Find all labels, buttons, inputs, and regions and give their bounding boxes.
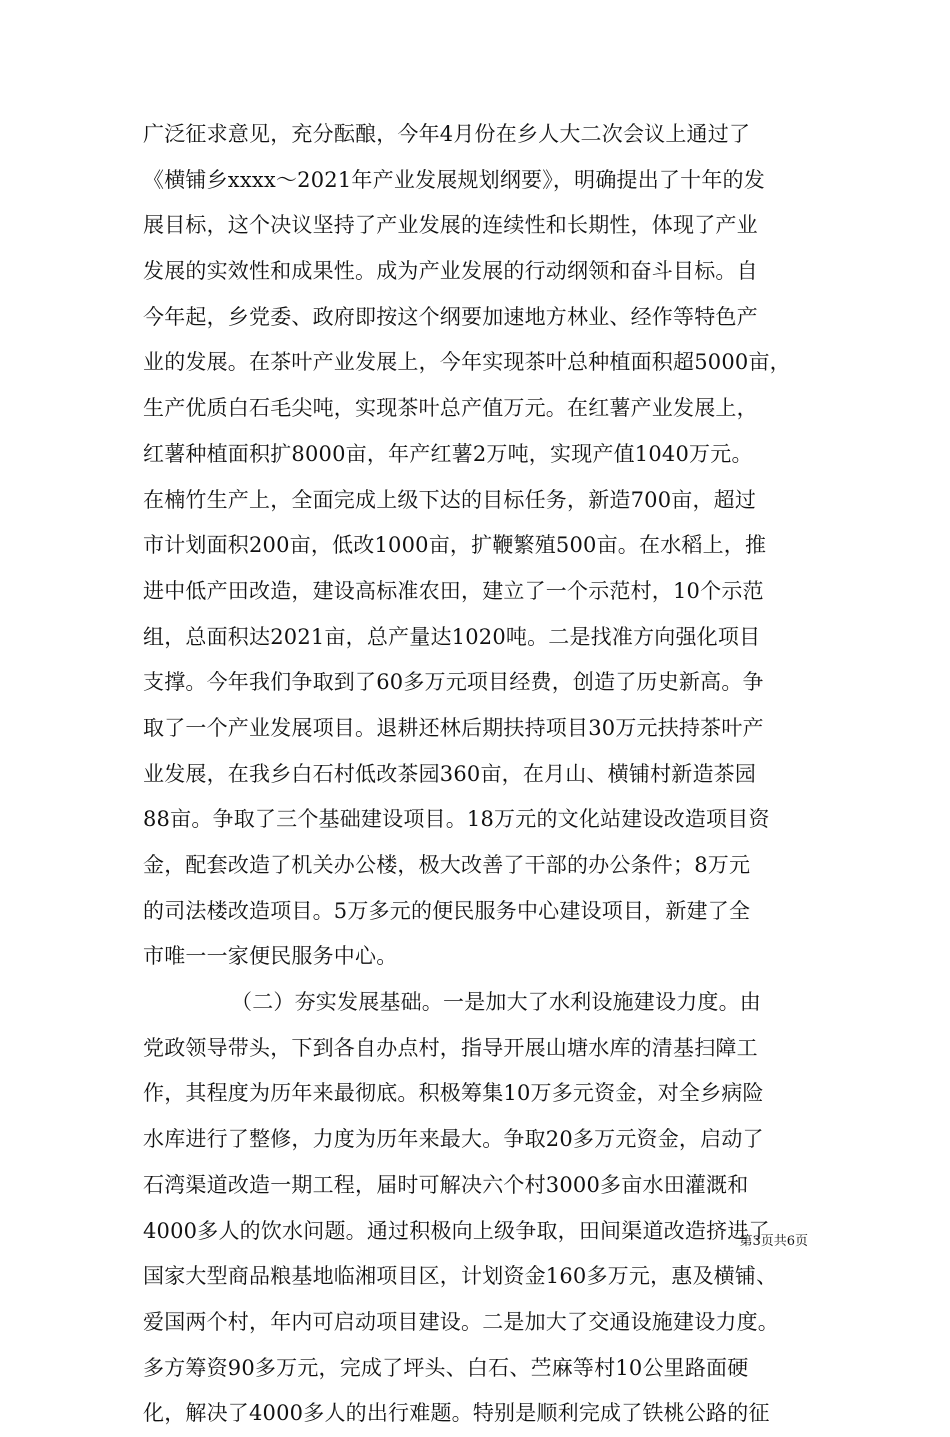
text-line: 化，解决了4000多人的出行难题。特别是顺利完成了铁桃公路的征: [143, 1401, 770, 1426]
text-line: 的司法楼改造项目。5万多元的便民服务中心建设项目，新建了全: [143, 898, 751, 923]
text-line: 生产优质白石毛尖吨，实现茶叶总产值万元。在红薯产业发展上，: [143, 396, 758, 421]
text-line: 进中低产田改造，建设高标准农田，建立了一个示范村，10个示范: [143, 578, 764, 603]
body-text: [143, 112, 811, 1437]
text-line: 金，配套改造了机关办公楼，极大改善了干部的办公条件；8万元: [143, 853, 751, 877]
text-line: 广泛征求意见，充分酝酿，今年4月份在乡人大二次会议上通过了: [143, 122, 751, 146]
text-line: 市唯一一家便民服务中心。: [143, 944, 398, 969]
text-line: 爱国两个村，年内可启动项目建设。二是加大了交通设施建设力度。: [143, 1309, 779, 1334]
text-line: 取了一个产业发展项目。退耕还林后期扶持项目30万元扶持茶叶产: [143, 715, 764, 740]
text-line: 88亩。争取了三个基础建设项目。18万元的文化站建设改造项目资: [143, 807, 770, 832]
text-line: 展目标，这个决议坚持了产业发展的连续性和长期性，体现了产业: [143, 213, 758, 238]
text-line: 红薯种植面积扩8000亩，年产红薯2万吨，实现产值1040万元。: [143, 441, 753, 466]
section-heading-line: （二）夯实发展基础。一是加大了水利设施建设力度。由: [231, 990, 761, 1015]
text-line: 在楠竹生产上，全面完成上级下达的目标任务，新造700亩，超过: [143, 487, 757, 512]
text-line: 多方筹资90多万元，完成了坪头、白石、苎麻等村10公里路面硬: [143, 1355, 749, 1380]
text-line: 支撑。今年我们争取到了60多万元项目经费，创造了历史新高。争: [143, 670, 764, 695]
text-line: 市计划面积200亩，低改1000亩，扩鞭繁殖500亩。在水稻上，推: [143, 533, 767, 558]
text-line: 水库进行了整修，力度为历年来最大。争取20多万元资金，启动了: [143, 1127, 764, 1152]
text-line: 《横铺乡xxxx～2021年产业发展规划纲要》，明确提出了十年的发: [143, 167, 765, 192]
text-line: 业的发展。在茶叶产业发展上，今年实现茶叶总种植面积超5000亩，: [143, 350, 791, 375]
text-line: 国家大型商品粮基地临湘项目区，计划资金160多万元，惠及横铺、: [143, 1264, 778, 1289]
text-line: 党政领导带头，下到各自办点村，指导开展山塘水库的清基扫障工: [143, 1035, 758, 1060]
text-line: 今年起，乡党委、政府即按这个纲要加速地方林业、经作等特色产: [143, 304, 758, 329]
page-number: 第3页共6页: [739, 1234, 808, 1249]
text-line: 石湾渠道改造一期工程，届时可解决六个村3000多亩水田灌溉和: [143, 1172, 749, 1197]
text-line: 4000多人的饮水问题。通过积极向上级争取，田间渠道改造挤进了: [143, 1218, 770, 1243]
text-line: 作，其程度为历年来最彻底。积极筹集10万多元资金，对全乡病险: [143, 1081, 764, 1106]
text-line: 发展的实效性和成果性。成为产业发展的行动纲领和奋斗目标。自: [143, 259, 758, 284]
text-line: 组，总面积达2021亩，总产量达1020吨。二是找准方向强化项目: [143, 624, 761, 649]
text-line: 业发展，在我乡白石村低改茶园360亩，在月山、横铺村新造茶园: [143, 761, 757, 786]
